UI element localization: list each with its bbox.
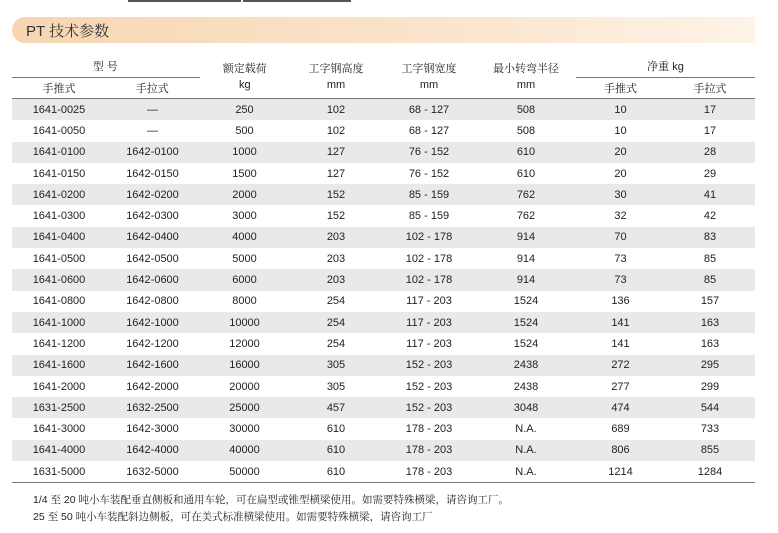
cell-radius: 762	[476, 184, 576, 205]
header-capacity	[199, 55, 290, 99]
cell-push-model: 1641-0100	[12, 142, 106, 163]
cell-capacity: 1500	[199, 163, 290, 184]
cell-beam-height: 254	[290, 312, 382, 333]
cell-weight-pull: 17	[665, 120, 755, 141]
cell-beam-height: 203	[290, 269, 382, 290]
cell-radius: 2438	[476, 376, 576, 397]
cell-radius: 2438	[476, 355, 576, 376]
header-radius-label: 最小转弯半径	[493, 63, 559, 75]
cell-capacity: 4000	[199, 227, 290, 248]
cell-weight-push: 141	[576, 333, 665, 354]
cell-capacity: 3000	[199, 205, 290, 226]
cell-beam-width: 117 - 203	[382, 291, 476, 312]
table-row	[12, 355, 755, 376]
cell-beam-width: 152 - 203	[382, 355, 476, 376]
cell-radius: 508	[476, 99, 576, 121]
table-row	[12, 99, 755, 121]
cell-beam-height: 152	[290, 184, 382, 205]
cell-pull-model: 1642-2000	[106, 376, 199, 397]
cell-weight-pull: 544	[665, 397, 755, 418]
table-row	[12, 376, 755, 397]
cell-radius: 508	[476, 120, 576, 141]
cell-weight-pull: 85	[665, 269, 755, 290]
cell-radius: 610	[476, 163, 576, 184]
cell-beam-width: 178 - 203	[382, 418, 476, 439]
cell-capacity: 8000	[199, 291, 290, 312]
cell-weight-push: 73	[576, 248, 665, 269]
cell-weight-pull: 299	[665, 376, 755, 397]
cell-pull-model: 1642-0800	[106, 291, 199, 312]
cell-capacity: 2000	[199, 184, 290, 205]
cell-push-model: 1641-0400	[12, 227, 106, 248]
cell-capacity: 500	[199, 120, 290, 141]
cell-beam-width: 178 - 203	[382, 461, 476, 483]
cell-beam-width: 76 - 152	[382, 142, 476, 163]
cell-pull-model: 1632-2500	[106, 397, 199, 418]
cell-beam-height: 610	[290, 440, 382, 461]
cell-beam-width: 102 - 178	[382, 248, 476, 269]
cell-beam-width: 117 - 203	[382, 312, 476, 333]
table-row	[12, 205, 755, 226]
section-title: PT 技术参数	[26, 23, 110, 40]
cell-capacity: 40000	[199, 440, 290, 461]
cell-capacity: 20000	[199, 376, 290, 397]
cell-pull-model: —	[106, 120, 199, 141]
cell-push-model: 1631-2500	[12, 397, 106, 418]
cell-weight-pull: 85	[665, 248, 755, 269]
cell-weight-push: 136	[576, 291, 665, 312]
cell-weight-push: 30	[576, 184, 665, 205]
header-beam-height-unit: mm	[326, 79, 346, 91]
cell-push-model: 1641-4000	[12, 440, 106, 461]
cell-push-model: 1641-2000	[12, 376, 106, 397]
cell-weight-pull: 157	[665, 291, 755, 312]
cell-radius: N.A.	[476, 418, 576, 439]
cell-pull-model: 1642-0150	[106, 163, 199, 184]
cell-beam-width: 85 - 159	[382, 184, 476, 205]
cell-weight-pull: 163	[665, 333, 755, 354]
cell-beam-width: 68 - 127	[382, 120, 476, 141]
cell-pull-model: 1642-0100	[106, 142, 199, 163]
cell-pull-model: 1642-3000	[106, 418, 199, 439]
cell-capacity: 30000	[199, 418, 290, 439]
table-row	[12, 333, 755, 354]
cell-beam-width: 85 - 159	[382, 205, 476, 226]
spec-table	[12, 55, 755, 483]
cell-pull-model: 1642-0500	[106, 248, 199, 269]
table-row	[12, 291, 755, 312]
cell-radius: 914	[476, 227, 576, 248]
cell-beam-height: 610	[290, 418, 382, 439]
cell-weight-push: 689	[576, 418, 665, 439]
table-row	[12, 440, 755, 461]
header-push: 手推式	[12, 78, 106, 99]
header-capacity-unit: kg	[238, 79, 251, 91]
cell-weight-pull: 17	[665, 99, 755, 121]
header-pull: 手拉式	[106, 78, 199, 99]
cell-push-model: 1641-1000	[12, 312, 106, 333]
header-beam-height	[290, 55, 382, 99]
cell-pull-model: 1642-0200	[106, 184, 199, 205]
cell-capacity: 50000	[199, 461, 290, 483]
cell-push-model: 1641-1200	[12, 333, 106, 354]
cell-beam-width: 152 - 203	[382, 397, 476, 418]
cell-beam-width: 68 - 127	[382, 99, 476, 121]
header-beam-height-label: 工字钢高度	[308, 63, 364, 75]
cell-push-model: 1641-0800	[12, 291, 106, 312]
cell-beam-width: 178 - 203	[382, 440, 476, 461]
cell-pull-model: 1642-4000	[106, 440, 199, 461]
header-radius-unit: mm	[516, 79, 536, 91]
header-beam-width-unit: mm	[419, 79, 439, 91]
cell-capacity: 10000	[199, 312, 290, 333]
cell-pull-model: —	[106, 99, 199, 121]
cell-weight-push: 806	[576, 440, 665, 461]
cell-beam-height: 254	[290, 291, 382, 312]
cell-pull-model: 1642-0300	[106, 205, 199, 226]
cell-capacity: 16000	[199, 355, 290, 376]
cell-beam-height: 305	[290, 376, 382, 397]
cell-push-model: 1641-0600	[12, 269, 106, 290]
cell-radius: 1524	[476, 333, 576, 354]
table-row	[12, 184, 755, 205]
cell-radius: N.A.	[476, 440, 576, 461]
cell-weight-pull: 41	[665, 184, 755, 205]
cell-beam-height: 610	[290, 461, 382, 483]
header-radius	[476, 55, 576, 99]
cell-pull-model: 1642-1200	[106, 333, 199, 354]
cell-capacity: 6000	[199, 269, 290, 290]
cell-weight-push: 10	[576, 120, 665, 141]
cell-weight-push: 73	[576, 269, 665, 290]
cell-capacity: 5000	[199, 248, 290, 269]
cell-weight-push: 141	[576, 312, 665, 333]
cell-radius: 3048	[476, 397, 576, 418]
cell-push-model: 1641-0300	[12, 205, 106, 226]
cell-beam-width: 152 - 203	[382, 376, 476, 397]
cell-weight-pull: 83	[665, 227, 755, 248]
cell-weight-pull: 295	[665, 355, 755, 376]
cell-radius: 1524	[476, 291, 576, 312]
table-row	[12, 397, 755, 418]
table-row	[12, 418, 755, 439]
cell-capacity: 25000	[199, 397, 290, 418]
cell-weight-pull: 1284	[665, 461, 755, 483]
cell-beam-width: 76 - 152	[382, 163, 476, 184]
cell-beam-height: 203	[290, 227, 382, 248]
table-row	[12, 312, 755, 333]
cell-weight-push: 10	[576, 99, 665, 121]
cell-beam-width: 117 - 203	[382, 333, 476, 354]
cell-weight-push: 474	[576, 397, 665, 418]
cell-push-model: 1641-0050	[12, 120, 106, 141]
cell-pull-model: 1632-5000	[106, 461, 199, 483]
cell-weight-pull: 733	[665, 418, 755, 439]
cell-push-model: 1641-0150	[12, 163, 106, 184]
note-line-1: 1/4 至 20 吨小车装配垂直侧板和通用车轮，可在扁型或锥型横梁使用。如需要特殊横梁，请咨询工厂。	[33, 494, 510, 506]
cell-weight-push: 70	[576, 227, 665, 248]
note-line-2: 25 至 50 吨小车装配斜边侧板，可在美式标准横梁使用。如需要特殊横梁，请咨询工厂	[33, 511, 433, 523]
cell-pull-model: 1642-0400	[106, 227, 199, 248]
header-weight: 净重 kg	[576, 55, 755, 78]
table-row	[12, 461, 755, 483]
cell-push-model: 1641-1600	[12, 355, 106, 376]
cell-beam-height: 102	[290, 99, 382, 121]
cell-weight-push: 20	[576, 163, 665, 184]
cell-weight-push: 277	[576, 376, 665, 397]
cell-push-model: 1641-3000	[12, 418, 106, 439]
cell-beam-height: 203	[290, 248, 382, 269]
cell-weight-push: 32	[576, 205, 665, 226]
top-rule-right	[243, 0, 351, 2]
cell-weight-pull: 42	[665, 205, 755, 226]
cell-beam-height: 254	[290, 333, 382, 354]
cell-beam-width: 102 - 178	[382, 269, 476, 290]
cell-pull-model: 1642-1600	[106, 355, 199, 376]
cell-beam-width: 102 - 178	[382, 227, 476, 248]
cell-weight-push: 272	[576, 355, 665, 376]
cell-capacity: 250	[199, 99, 290, 121]
cell-radius: 762	[476, 205, 576, 226]
cell-push-model: 1641-0500	[12, 248, 106, 269]
cell-beam-height: 127	[290, 163, 382, 184]
header-beam-width-label: 工字钢宽度	[401, 63, 457, 75]
cell-beam-height: 127	[290, 142, 382, 163]
section-title-bar	[12, 17, 755, 43]
header-beam-width	[382, 55, 476, 99]
cell-weight-pull: 29	[665, 163, 755, 184]
cell-radius: 1524	[476, 312, 576, 333]
cell-beam-height: 305	[290, 355, 382, 376]
cell-push-model: 1631-5000	[12, 461, 106, 483]
cell-push-model: 1641-0025	[12, 99, 106, 121]
table-row	[12, 269, 755, 290]
top-rule-left	[128, 0, 241, 2]
table-row	[12, 142, 755, 163]
cell-radius: 610	[476, 142, 576, 163]
header-weight-pull: 手拉式	[665, 78, 755, 99]
cell-radius: N.A.	[476, 461, 576, 483]
cell-weight-pull: 855	[665, 440, 755, 461]
table-row	[12, 227, 755, 248]
cell-push-model: 1641-0200	[12, 184, 106, 205]
cell-weight-pull: 163	[665, 312, 755, 333]
table-row	[12, 120, 755, 141]
cell-capacity: 1000	[199, 142, 290, 163]
cell-beam-height: 152	[290, 205, 382, 226]
cell-pull-model: 1642-0600	[106, 269, 199, 290]
cell-beam-height: 102	[290, 120, 382, 141]
cell-pull-model: 1642-1000	[106, 312, 199, 333]
cell-beam-height: 457	[290, 397, 382, 418]
table-row	[12, 248, 755, 269]
header-model: 型 号	[12, 55, 199, 78]
cell-radius: 914	[476, 269, 576, 290]
cell-weight-push: 20	[576, 142, 665, 163]
cell-capacity: 12000	[199, 333, 290, 354]
cell-radius: 914	[476, 248, 576, 269]
cell-weight-pull: 28	[665, 142, 755, 163]
cell-weight-push: 1214	[576, 461, 665, 483]
header-weight-push: 手推式	[576, 78, 665, 99]
table-row	[12, 163, 755, 184]
header-capacity-label: 额定载荷	[222, 63, 267, 75]
